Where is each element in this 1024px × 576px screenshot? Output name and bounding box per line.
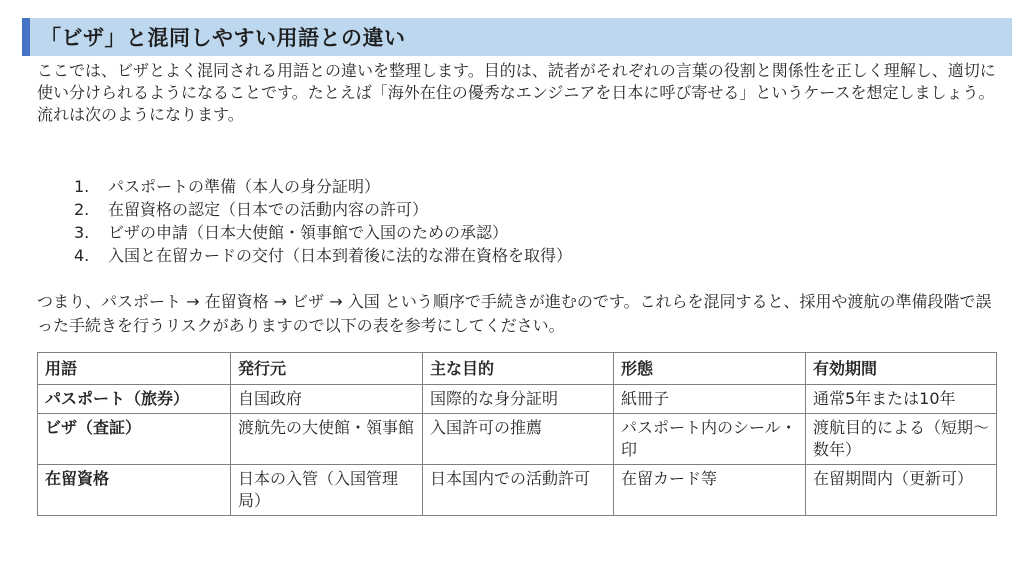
page-title: 「ビザ」と混同しやすい用語との違い: [40, 26, 406, 50]
table-cell: 自国政府: [231, 385, 423, 414]
list-item: [74, 198, 974, 221]
table-cell: 在留カード等: [614, 465, 806, 516]
summary-text: つまり、パスポート → 在留資格 → ビザ → 入国 という順序で手続きが進むのです。これらを混同すると、採用や渡航の準備段階で誤った手続きを行うリスクがありますので以下の表を参考にしてください。: [37, 292, 992, 335]
intro-paragraph: ここでは、ビザとよく混同される用語との違いを整理します。目的は、読者がそれぞれの言葉の役割と関係性を正しく理解し、適切に使い分けられるようになることです。たとえば「海外在住の優秀なエンジニアを日本に呼び寄せる」というケースを想定しましょう。: [37, 61, 996, 102]
table-cell: 日本の入管（入国管理局）: [231, 465, 423, 516]
table-row: [38, 414, 997, 465]
title-bar: [22, 18, 1012, 56]
table-cell: 紙冊子: [614, 385, 806, 414]
step-text: ビザの申請（日本大使館・領事館で入国のための承認）: [108, 223, 509, 242]
step-text: 入国と在留カードの交付（日本到着後に法的な滞在資格を取得）: [108, 246, 573, 265]
step-text: 在留資格の認定（日本での活動内容の許可）: [108, 200, 429, 219]
intro-lead: 流れは次のようになります。: [37, 105, 244, 124]
list-item: [74, 175, 974, 198]
list-item: [74, 244, 974, 267]
list-item: [74, 221, 974, 244]
table-row: [38, 385, 997, 414]
table-cell: 日本国内での活動許可: [423, 465, 614, 516]
table-cell: 在留期間内（更新可）: [806, 465, 997, 516]
table-cell: 在留資格: [38, 465, 231, 516]
table-cell: 入国許可の推薦: [423, 414, 614, 465]
step-number: 4.: [74, 246, 90, 265]
table-header-row: [38, 353, 997, 385]
table-row: [38, 465, 997, 516]
comparison-table: [37, 352, 997, 516]
table-cell: パスポート（旅券）: [38, 385, 231, 414]
column-header: 形態: [614, 353, 806, 385]
step-number: 3.: [74, 223, 90, 242]
table-cell: 通常5年または10年: [806, 385, 997, 414]
table-cell: 渡航先の大使館・領事館: [231, 414, 423, 465]
table-cell: パスポート内のシール・印: [614, 414, 806, 465]
column-header: 発行元: [231, 353, 423, 385]
table-cell: 渡航目的による（短期〜数年）: [806, 414, 997, 465]
intro-text: [37, 60, 1005, 126]
steps-list: [74, 175, 974, 267]
step-number: 1.: [74, 177, 90, 196]
column-header: 有効期間: [806, 353, 997, 385]
step-number: 2.: [74, 200, 90, 219]
table-cell: 国際的な身分証明: [423, 385, 614, 414]
table-cell: ビザ（査証）: [38, 414, 231, 465]
step-text: パスポートの準備（本人の身分証明）: [108, 177, 381, 196]
column-header: 主な目的: [423, 353, 614, 385]
column-header: 用語: [38, 353, 231, 385]
